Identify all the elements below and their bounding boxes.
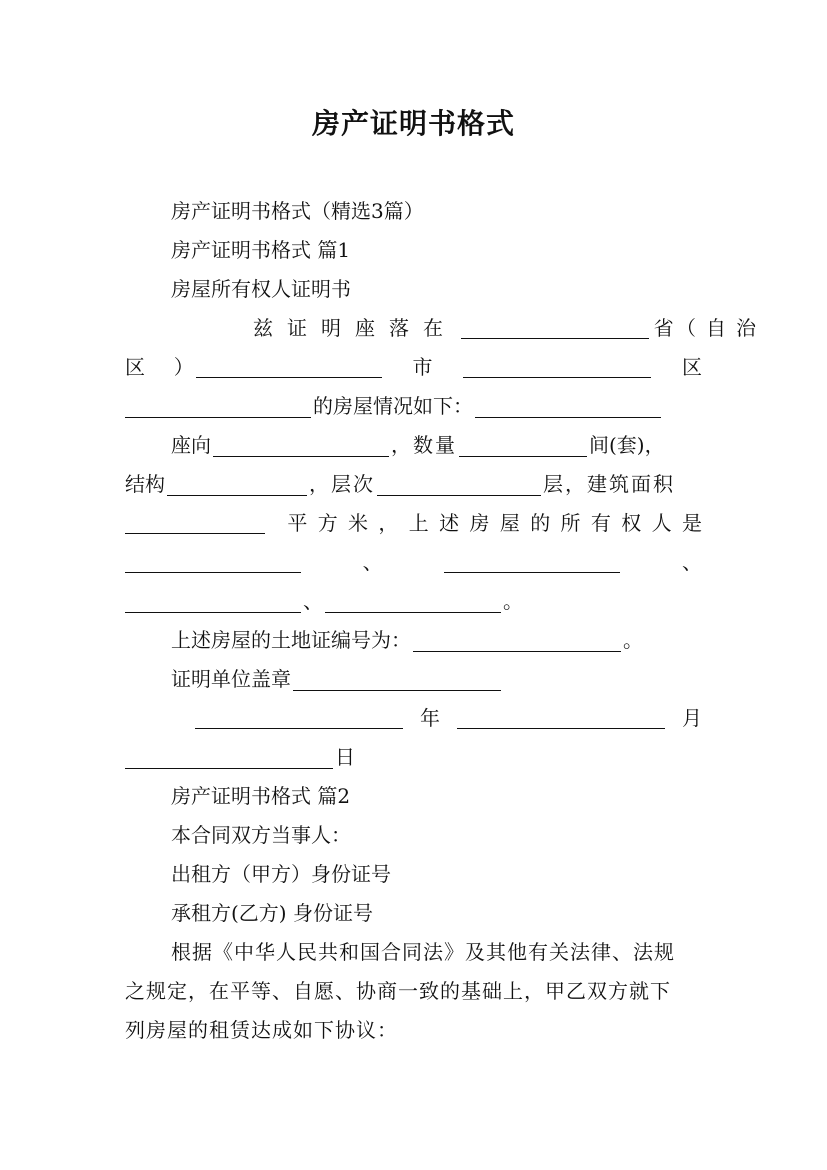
- date-line-2: [125, 738, 702, 777]
- autonomous-label: （自治: [675, 316, 766, 340]
- land-cert-blank[interactable]: [413, 625, 621, 652]
- certificate-title: 房屋所有权人证明书: [171, 277, 351, 301]
- law-paragraph-line-2: 之规定，在平等、自愿、协商一致的基础上，甲乙双方就下: [125, 979, 671, 1003]
- owner-period: 。: [503, 589, 523, 613]
- orientation-blank[interactable]: [213, 430, 389, 457]
- owner-4-blank[interactable]: [325, 586, 501, 613]
- floor-area-label: 层，建筑面积: [543, 472, 675, 496]
- owner-separator-3: 、: [303, 589, 323, 613]
- part1-heading: 房产证明书格式 篇1: [171, 238, 351, 262]
- owners-line-1: [125, 543, 702, 582]
- district-label: 区: [682, 355, 702, 379]
- seal-label: 证明单位盖章: [171, 667, 291, 691]
- day-blank[interactable]: [125, 742, 333, 769]
- quantity-label: ，数量: [391, 433, 457, 457]
- province-blank[interactable]: [461, 312, 649, 339]
- owner-separator-2: 、: [681, 550, 702, 574]
- area-owner-label: 平 方 米 ， 上 述 房 屋 的 所 有 权 人 是: [287, 511, 702, 535]
- house-status-line: [125, 387, 702, 426]
- seal-blank[interactable]: [293, 664, 501, 691]
- rooms-label: 间(套)，: [589, 433, 665, 457]
- owners-line-2: [125, 582, 702, 621]
- location-line-2: [125, 348, 702, 387]
- structure-label: 结构: [125, 472, 165, 496]
- city-blank[interactable]: [463, 351, 651, 378]
- part2-heading: 房产证明书格式 篇2: [171, 784, 351, 808]
- date-line-1: [195, 699, 702, 738]
- owner-separator-1: 、: [362, 550, 383, 574]
- land-cert-period: 。: [623, 628, 643, 652]
- prove-located-label: 兹证明座落在: [253, 316, 457, 340]
- owner-2-blank[interactable]: [444, 546, 620, 573]
- region-blank[interactable]: [196, 351, 382, 378]
- year-blank[interactable]: [195, 702, 403, 729]
- house-status-blank[interactable]: [475, 391, 661, 418]
- intro-line: 房产证明书格式（精选3篇）: [171, 199, 424, 223]
- lessor-line: 出租方（甲方）身份证号: [171, 862, 391, 886]
- structure-line: [125, 465, 702, 504]
- province-label: 省: [653, 316, 674, 340]
- city-label: 市: [412, 355, 433, 379]
- land-cert-label: 上述房屋的土地证编号为：: [171, 628, 411, 652]
- floor-blank[interactable]: [377, 469, 541, 496]
- owner-3-blank[interactable]: [125, 586, 301, 613]
- lessee-line: 承租方(乙方) 身份证号: [171, 901, 373, 925]
- area-blank[interactable]: [125, 507, 265, 534]
- region-label: 区: [125, 355, 145, 379]
- floor-label: ，层次: [309, 472, 375, 496]
- month-label: 月: [682, 706, 702, 730]
- orientation-line: [125, 426, 748, 465]
- law-paragraph-line-3: 列房屋的租赁达成如下协议：: [125, 1018, 398, 1042]
- orientation-label: 座向: [171, 433, 211, 457]
- year-label: 年: [420, 706, 440, 730]
- day-label: 日: [335, 745, 355, 769]
- area-owner-line: [125, 504, 702, 543]
- structure-blank[interactable]: [167, 469, 307, 496]
- parties-line: 本合同双方当事人：: [171, 823, 351, 847]
- location-line-1: [189, 309, 766, 348]
- seal-line: [125, 660, 748, 699]
- land-cert-line: [125, 621, 748, 660]
- month-blank[interactable]: [457, 702, 665, 729]
- page-title: 房产证明书格式: [311, 107, 515, 140]
- house-status-label: 的房屋情况如下：: [313, 394, 473, 418]
- quantity-blank[interactable]: [459, 430, 587, 457]
- owner-1-blank[interactable]: [125, 546, 301, 573]
- close-paren: ）: [173, 355, 194, 379]
- district-blank[interactable]: [125, 391, 311, 418]
- law-paragraph-line-1: 根据《中华人民共和国合同法》及其他有关法律、法规: [171, 940, 675, 964]
